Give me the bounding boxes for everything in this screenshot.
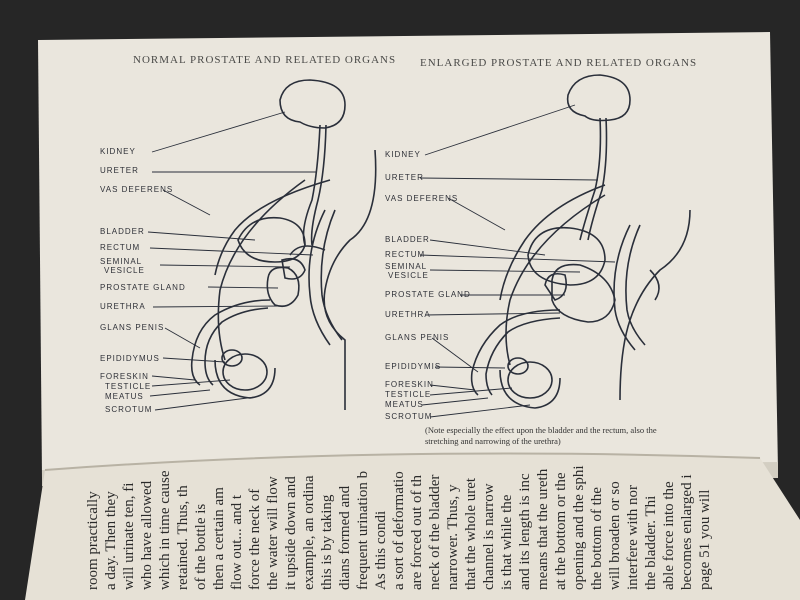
lower-text-line: that the whole uret: [463, 477, 479, 590]
left-label-testicle: TESTICLE: [105, 382, 152, 391]
lower-text-line: which in time cause: [157, 470, 173, 590]
lower-text-line: will broaden or so: [607, 481, 623, 590]
lower-text-line: frequent urination b: [355, 470, 371, 590]
lower-text-line: retained. Thus, th: [175, 485, 191, 590]
left-label-prostate-gland: PROSTATE GLAND: [100, 283, 186, 292]
lower-text-line: opening and the sphi: [571, 465, 587, 590]
lower-text-line: room practically: [85, 491, 101, 590]
left-label-rectum: RECTUM: [100, 243, 141, 252]
lower-text-line: then a certain am: [211, 487, 227, 590]
right-label-vas-deferens: VAS DEFERENS: [385, 194, 459, 203]
right-label-vesicle: VESICLE: [388, 271, 429, 280]
lower-text-line: will urinate ten, fi: [121, 482, 137, 590]
lower-text-line: and its length is inc: [517, 473, 533, 590]
lower-text-line: means that the ureth: [535, 468, 551, 590]
lower-text-line: a sort of deformatio: [391, 471, 407, 590]
lower-text-line: interfere with nor: [625, 485, 641, 590]
lower-text-line: force the neck of: [247, 488, 263, 590]
right-label-kidney: KIDNEY: [385, 150, 421, 159]
lower-text-line: the water will flow: [265, 476, 281, 590]
lower-text-line: the bladder. Thi: [643, 495, 659, 590]
lower-text-line: page 51 you will: [697, 489, 713, 590]
lower-text-line: the bottom of the: [589, 487, 605, 590]
lower-text-line: dians formed and: [337, 485, 353, 590]
left-label-urethra: URETHRA: [100, 302, 146, 311]
left-diagram-title: NORMAL PROSTATE AND RELATED ORGANS: [133, 54, 397, 66]
lower-text-line: at the bottom or the: [553, 472, 569, 590]
right-label-scrotum: SCROTUM: [385, 412, 433, 421]
right-label-rectum: RECTUM: [385, 250, 426, 259]
right-label-glans-penis: GLANS PENIS: [385, 333, 450, 342]
left-label-vas-deferens: VAS DEFERENS: [100, 185, 174, 194]
right-label-prostate-gland: PROSTATE GLAND: [385, 290, 471, 299]
lower-text-line: neck of the bladder: [427, 474, 443, 590]
lower-text-line: this is by taking: [319, 494, 335, 590]
right-label-meatus: MEATUS: [385, 400, 424, 409]
lower-text-line: a day. Then they: [103, 491, 119, 590]
left-label-scrotum: SCROTUM: [105, 405, 153, 414]
left-label-seminal: SEMINAL: [100, 257, 143, 266]
left-label-epididymus: EPIDIDYMUS: [100, 354, 160, 363]
left-label-meatus: MEATUS: [105, 392, 144, 401]
lower-text-line: becomes enlarged i: [679, 474, 695, 590]
right-label-foreskin: FORESKIN: [385, 380, 434, 389]
lower-text-line: able force into the: [661, 481, 677, 590]
lower-text-line: are forced out of th: [409, 475, 425, 590]
left-label-ureter: URETER: [100, 166, 139, 175]
right-label-urethra: URETHRA: [385, 310, 431, 319]
lower-text-line: of the bottle is: [193, 503, 209, 590]
lower-text-line: channel is narrow: [481, 483, 497, 590]
lower-text-line: narrower. Thus, y: [445, 484, 461, 590]
lower-text-line: it upside down and: [283, 476, 299, 590]
left-label-glans-penis: GLANS PENIS: [100, 323, 165, 332]
right-label-bladder: BLADDER: [385, 235, 430, 244]
left-label-foreskin: FORESKIN: [100, 372, 149, 381]
lower-text-line: is that while the: [499, 494, 515, 590]
left-label-vesicle: VESICLE: [104, 266, 145, 275]
lower-text-line: who have allowed: [139, 480, 155, 590]
lower-text-line: example, an ordina: [301, 475, 317, 590]
right-label-ureter: URETER: [385, 173, 424, 182]
diagram-note: (Note especially the effect upon the bladder and the rectum, also the stretching and narrowing of the urethra): [425, 425, 657, 446]
lower-text-line: As this condi: [373, 510, 389, 590]
left-label-kidney: KIDNEY: [100, 147, 136, 156]
lower-text-line: flow out... and t: [229, 495, 245, 590]
left-label-bladder: BLADDER: [100, 227, 145, 236]
right-label-seminal: SEMINAL: [385, 262, 428, 271]
right-label-epididymis: EPIDIDYMIS: [385, 362, 442, 371]
right-diagram-title: ENLARGED PROSTATE AND RELATED ORGANS: [420, 57, 698, 69]
right-label-testicle: TESTICLE: [385, 390, 432, 399]
